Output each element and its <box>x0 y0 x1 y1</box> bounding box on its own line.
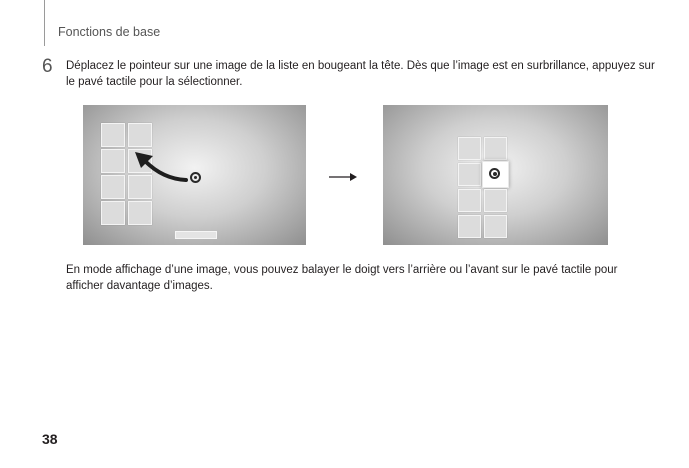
section-title: Fonctions de base <box>58 25 161 39</box>
image-tile <box>458 137 481 160</box>
highlighted-image-tile <box>482 161 509 188</box>
image-caption-bar <box>175 231 217 239</box>
header-divider <box>44 0 45 46</box>
target-pointer-icon <box>190 172 201 183</box>
image-tile <box>458 163 481 186</box>
note-text: En mode affichage d’une image, vous pouvez balayer le doigt vers l’arrière ou l’avant sur le pavé tactile pour afficher davantage d’images. <box>66 264 618 292</box>
image-tile <box>484 137 507 160</box>
target-pointer-icon <box>489 168 500 179</box>
step-instruction: Déplacez le pointeur sur une image de la liste en bougeant la tête. Dès que l’image est en surbrillance, appuyez sur le pavé tactile pour la sélectionner. <box>66 60 655 88</box>
image-tile <box>458 215 481 238</box>
right-arrow-icon <box>328 171 358 183</box>
page-number: 38 <box>42 431 58 447</box>
image-tile <box>458 189 481 212</box>
image-tile <box>484 215 507 238</box>
step-number: 6 <box>42 56 53 77</box>
image-tile <box>484 189 507 212</box>
illustration-screen-after <box>383 105 608 245</box>
illustration-screen-before <box>83 105 306 245</box>
